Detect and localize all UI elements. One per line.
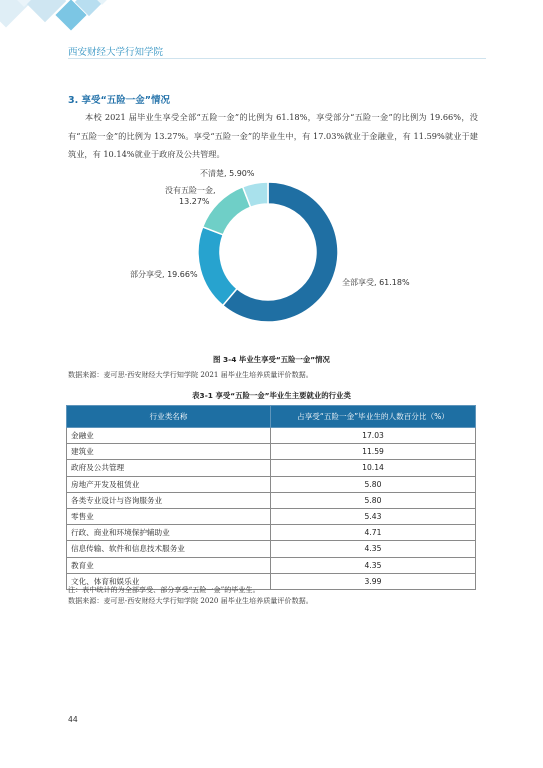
table-header-industry: 行业类名称: [67, 406, 271, 428]
industry-name: 房地产开发及租赁业: [67, 476, 271, 492]
section-paragraph: 本校 2021 届毕业生享受全部“五险一金”的比例为 61.18%，享受部分“五险一金”的比例为 19.66%，没有“五险一金”的比例为 13.27%。享受“五险一金”的毕业生中，有 17.03%就业于金融业，有 11.59%就业于建筑业，有 10.14%就业于政府及公共管理。: [68, 112, 478, 159]
table-row: [67, 541, 476, 557]
table-row: [67, 460, 476, 476]
pie-label-3: 不清楚, 5.90%: [200, 169, 255, 178]
pie-slice-1: [198, 227, 237, 306]
donut-chart: [110, 165, 450, 345]
industry-percent: 4.71: [271, 525, 476, 541]
industry-percent: 17.03: [271, 428, 476, 444]
table-row: [67, 525, 476, 541]
header-divider: [68, 58, 486, 59]
table-row: [67, 428, 476, 444]
table-row: [67, 492, 476, 508]
industry-percent: 5.80: [271, 492, 476, 508]
pie-label-2: 没有五险一金, 13.27%: [165, 186, 216, 206]
table-row: [67, 444, 476, 460]
industry-percent: 11.59: [271, 444, 476, 460]
industry-table: [66, 405, 476, 590]
figure-caption: 图 3-4 毕业生享受“五险一金”情况: [213, 355, 330, 364]
industry-percent: 10.14: [271, 460, 476, 476]
industry-name: 零售业: [67, 508, 271, 524]
industry-name: 行政、商业和环境保护辅助业: [67, 525, 271, 541]
figure-source: 数据来源：麦可思-西安财经大学行知学院 2021 届毕业生培养质量评价数据。: [68, 370, 313, 379]
industry-percent: 3.99: [271, 573, 476, 589]
table-row: [67, 557, 476, 573]
industry-name: 各类专业设计与咨询服务业: [67, 492, 271, 508]
industry-percent: 4.35: [271, 557, 476, 573]
industry-percent: 5.80: [271, 476, 476, 492]
header-title: 西安财经大学行知学院: [68, 47, 164, 58]
industry-name: 金融业: [67, 428, 271, 444]
industry-name: 政府及公共管理: [67, 460, 271, 476]
industry-name: 文化、体育和娱乐业: [67, 573, 271, 589]
industry-percent: 5.43: [271, 508, 476, 524]
corner-decoration: [0, 0, 130, 50]
table-source: 数据来源：麦可思-西安财经大学行知学院 2020 届毕业生培养质量评价数据。: [68, 596, 313, 605]
table-header-row: [67, 406, 476, 428]
industry-name: 教育业: [67, 557, 271, 573]
table-row: [67, 508, 476, 524]
industry-name: 建筑业: [67, 444, 271, 460]
table-caption: 表3-1 享受“五险一金”毕业生主要就业的行业类: [192, 391, 351, 400]
industry-name: 信息传输、软件和信息技术服务业: [67, 541, 271, 557]
pie-label-0: 全部享受, 61.18%: [342, 278, 410, 287]
table-row: [67, 476, 476, 492]
section-heading: 3. 享受“五险一金”情况: [68, 95, 171, 106]
page-number: 44: [68, 715, 78, 724]
table-note: 注：表中统计的为全部享受、部分享受“五险一金”的毕业生。: [68, 585, 260, 594]
industry-percent: 4.35: [271, 541, 476, 557]
table-header-percent: 占享受“五险一金”毕业生的人数百分比（%）: [271, 406, 476, 428]
pie-label-1: 部分享受, 19.66%: [130, 270, 198, 279]
